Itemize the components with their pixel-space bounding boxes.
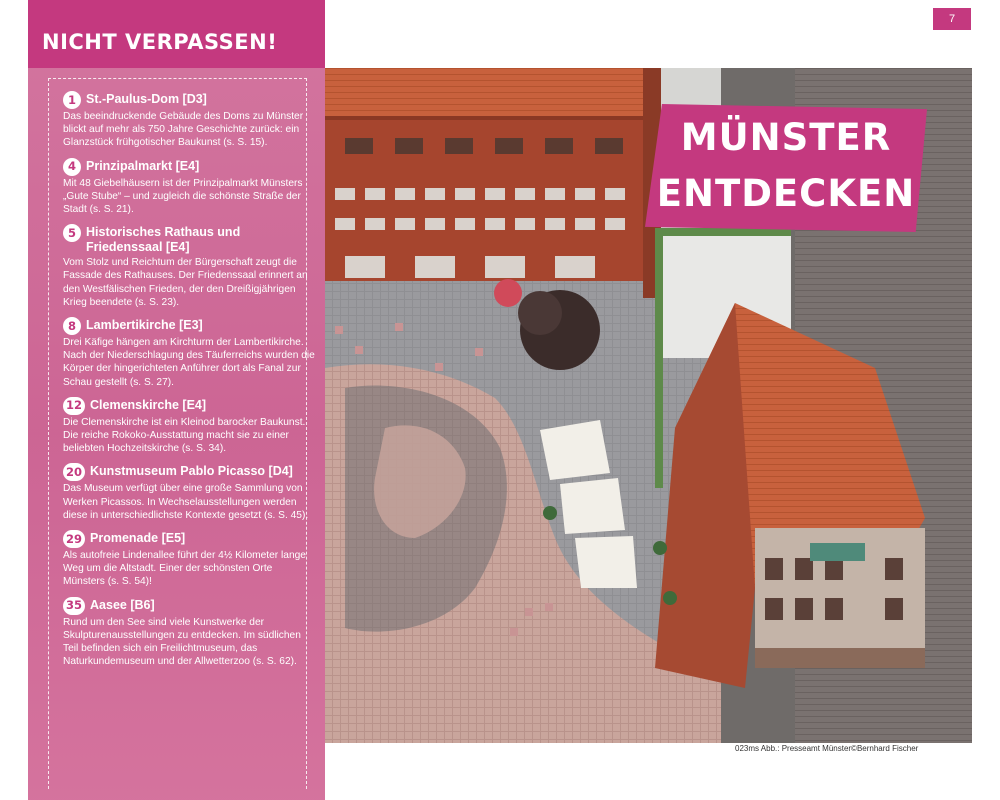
highlight-description: Rund um den See sind viele Kunstwerke der Skulpturenausstellungen zu entdecken. Im südlichen Teil befinden sich ein Freilichtmuseum, das Naturkundemuseum und der Allwetterzoo (s. S. 62). [63, 616, 301, 668]
headline-line1: MÜNSTER [680, 116, 892, 159]
highlight-number-badge: 35 [63, 597, 85, 615]
highlight-item [63, 598, 315, 669]
highlight-description: Das beeindruckende Gebäude des Doms zu Münster blickt auf mehr als 750 Jahre Geschichte zurück: ein Glanzstück frühgotischer Baukunst (s. S. 15). [63, 111, 304, 149]
highlight-item [63, 159, 315, 217]
highlight-item [63, 398, 315, 456]
sidebar-content [28, 0, 325, 800]
highlight-title: St.-Paulus-Dom [D3] [86, 92, 207, 106]
highlight-heading [63, 159, 315, 176]
highlight-item [63, 225, 315, 309]
sidebar-title: NICHT VERPASSEN! [42, 30, 278, 54]
highlight-number-badge: 8 [63, 317, 81, 335]
highlight-heading [63, 92, 315, 109]
highlight-title: Prinzipalmarkt [E4] [86, 158, 200, 173]
highlight-title: Kunstmuseum Pablo Picasso [D4] [90, 464, 293, 479]
highlight-heading [63, 225, 315, 255]
highlight-description: Vom Stolz und Reichtum der Bürgerschaft zeugt die Fassade des Rathauses. Der Friedenssaal erinnert an den Westfälischen Frieden, der den Dreißigjährigen Krieg beendete (s. S. 23). [63, 257, 308, 308]
highlight-heading [63, 531, 315, 548]
highlight-title: Aasee [B6] [90, 597, 155, 612]
highlight-item [63, 464, 315, 522]
highlight-description: Die Clemenskirche ist ein Kleinod barocker Baukunst. Die reiche Rokoko-Ausstattung macht sie zu einer beliebten Hochzeitskirche (s. S. 34). [63, 416, 306, 455]
highlight-description: Drei Käfige hängen am Kirchturm der Lambertikirche. Nach der Niederschlagung des Täuferreichs wurden die Körper der hingerichteten Anführer dort als Fanal zur Schau gestellt (s. S. 27). [63, 337, 315, 388]
photo-credit: 023ms Abb.: Presseamt Münster©Bernhard Fischer [735, 744, 919, 753]
highlight-description: Das Museum verfügt über eine große Sammlung von Werken Picassos. In Wechselausstellungen werden diese in unterschiedlichste Kontexte gesetzt (s. S. 45). [63, 483, 309, 521]
highlight-number-badge: 29 [63, 530, 85, 548]
highlight-number-badge: 1 [63, 91, 81, 109]
highlight-number-badge: 20 [63, 463, 85, 481]
highlight-heading [63, 598, 315, 615]
highlights-list [63, 92, 315, 677]
headline-line2: ENTDECKEN [656, 172, 916, 215]
highlight-number-badge: 12 [63, 397, 85, 415]
highlight-item [63, 531, 315, 589]
highlight-item [63, 318, 315, 389]
highlight-description: Als autofreie Lindenallee führt der 4½ Kilometer lange Weg um die Altstadt. Einer der schönsten Orte Münsters (s. S. 54)! [63, 550, 306, 588]
highlight-heading [63, 398, 315, 415]
highlight-title: Historisches Rathaus und Friedenssaal [E4] [86, 225, 241, 255]
highlight-number-badge: 4 [63, 158, 81, 176]
highlight-number-badge: 5 [63, 224, 81, 242]
highlight-title: Clemenskirche [E4] [90, 397, 207, 412]
highlight-description: Mit 48 Giebelhäusern ist der Prinzipalmarkt Münsters „Gute Stube“ – und zugleich die schönste Straße der Stadt (s. S. 21). [63, 177, 303, 216]
page-number: 7 [933, 8, 971, 30]
highlight-title: Promenade [E5] [90, 531, 186, 546]
highlight-item [63, 92, 315, 150]
highlight-title: Lambertikirche [E3] [86, 318, 203, 333]
headline [645, 110, 927, 222]
highlight-heading [63, 318, 315, 335]
highlights-list-box [28, 68, 325, 800]
highlight-heading [63, 464, 315, 481]
